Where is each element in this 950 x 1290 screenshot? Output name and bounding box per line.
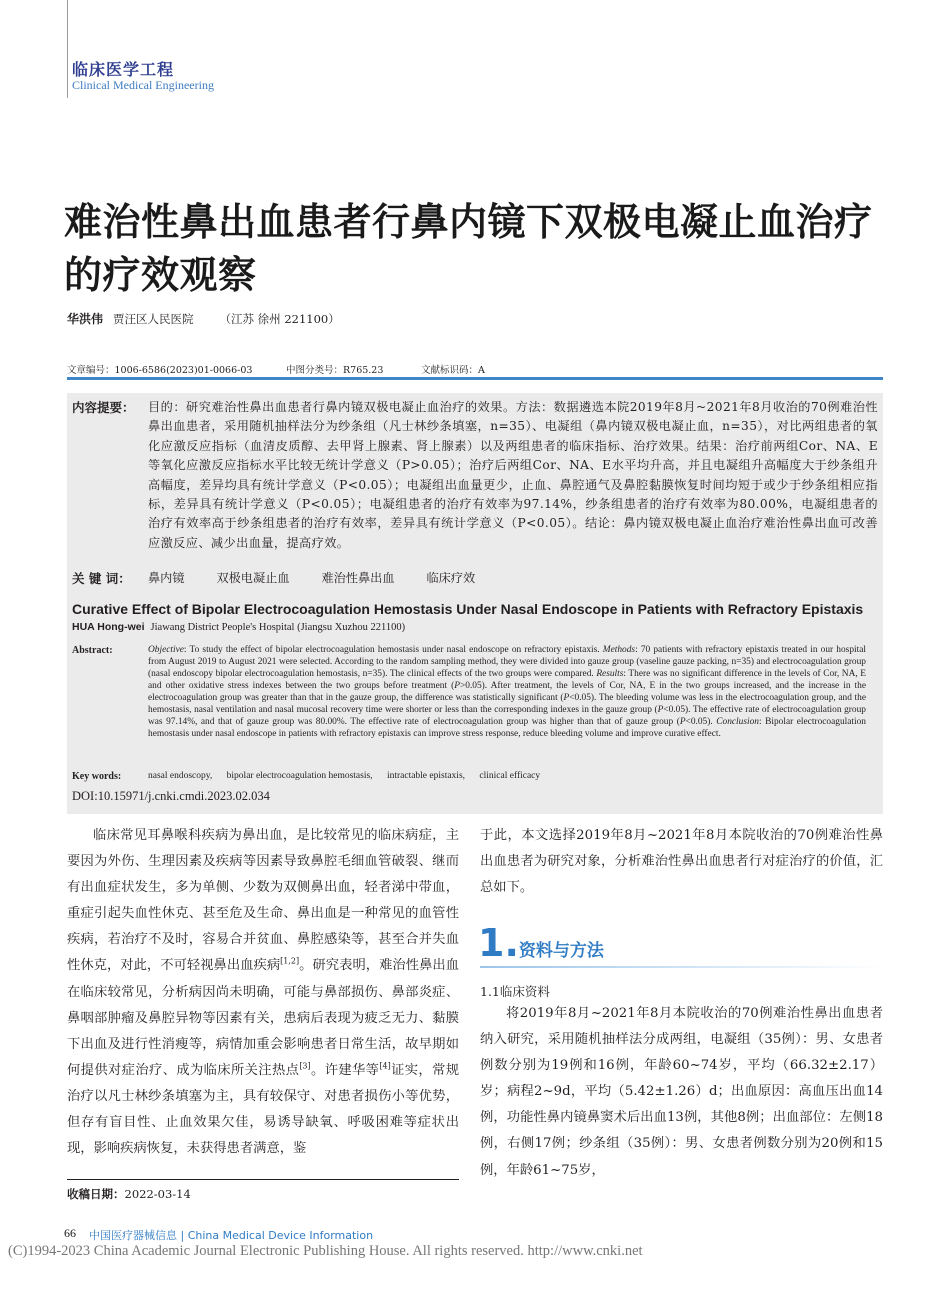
abs-en-text: <0.05). The bleeding volume was less in the electrocoagulation group, and the hemostasis, nasal ventilation and nasal mucosal recovery time were shorter or less than the corresponding indexes in the gauze group ( <box>148 692 867 715</box>
abs-en-text: <0.05). <box>685 716 717 727</box>
body-column-right <box>480 823 883 901</box>
english-title: Curative Effect of Bipolar Electrocoagulation Hemostasis Under Nasal Endoscope in Patients with Refractory Epistaxis <box>72 601 864 617</box>
keywords-cn <box>148 569 503 588</box>
header-divider-line <box>67 0 68 98</box>
body-column-right-lower <box>480 1001 883 1184</box>
citation-ref[interactable]: [3] <box>299 1061 311 1071</box>
abs-en-text: : Bipolar electrocoagulation hemostasis under nasal endoscope in patients with refractory epistaxis can improve stress response, reduce bleeding volume and improve curative effect. <box>148 716 866 739</box>
keyword-cn: 双极电凝止血 <box>216 571 290 585</box>
section-heading-1 <box>478 921 604 965</box>
keywords-cn-label: 关 键 词： <box>72 571 131 586</box>
header-rule <box>67 377 883 380</box>
keywords-en-label: Key words: <box>72 771 122 782</box>
body-paragraph: 于此，本文选择2019年8月~2021年8月本院收治的70例难治性鼻出血患者为研究对象，分析难治性鼻出血患者行对症治疗的价值，汇总如下。 <box>480 828 883 896</box>
abs-en-p: P <box>563 692 570 703</box>
keyword-en: intractable epistaxis, <box>386 771 466 781</box>
body-text: 证实，常规治疗以凡士林纱条填塞为主，具有较保守、对患者损伤小等优势，但存有盲目性、止血效果欠佳，易诱导缺氧、呼吸困难等症状出现，影响疾病恢复，未获得患者满意，鉴 <box>67 1062 460 1157</box>
abs-en-methods: Methods <box>602 645 636 655</box>
received-date <box>67 1186 191 1202</box>
section-heading-rule <box>480 966 883 968</box>
english-author-name: HUA Hong-wei <box>72 621 145 633</box>
body-text: 。许建华等 <box>310 1062 380 1078</box>
author-name: 华洪伟 <box>67 312 104 326</box>
keyword-en: nasal endoscopy, <box>148 771 213 781</box>
page-number: 66 <box>64 1226 76 1240</box>
article-title: 难治性鼻出血患者行鼻内镜下双极电凝止血治疗的疗效观察 <box>64 200 873 297</box>
english-author-line <box>72 621 405 633</box>
abstract-cn-label: 内容提要： <box>72 400 135 415</box>
abs-en-p: P <box>454 680 460 691</box>
keyword-en: clinical efficacy <box>479 771 541 781</box>
body-paragraph: 将2019年8月~2021年8月本院收治的70例难治性鼻出血患者纳入研究，采用随机抽样法分成两组，电凝组（35例）：男、女患者例数分别为19例和16例，年龄60~74岁，平均（66.32±2.17）岁；病程2~9d，平均（5.42±1.26）d；出血原因：高血压出血14例，功能性鼻内镜鼻窦术后出血13例，其他8例；出血部位：左侧18例，右侧17例；纱条组（35例）：男、女患者例数分别为20例和15例，年龄61~75岁， <box>480 1006 883 1178</box>
section-number: 1. <box>478 921 519 965</box>
body-paragraph <box>67 823 459 1162</box>
abstract-cn-text: 目的：研究难治性鼻出血患者行鼻内镜双极电凝止血治疗的效果。方法：数据遴选本院2019年8月~2021年8月收治的70例难治性鼻出血患者，采用随机抽样法分为纱条组（凡士林纱条填塞，n=35）、电凝组（鼻内镜双极电凝止血，n=35），对比两组患者的氧化应激反应指标（血清皮质醇、去甲肾上腺素、肾上腺素）以及两组患者的临床指标、治疗效果。结果：治疗前两组Cor、NA、E等氧化应激反应指标水平比较无统计学意义（P>0.05）；治疗后两组Cor、NA、E水平均升高，并且电凝组升高幅度大于纱条组升高幅度，差异均具有统计学意义（P<0.05）；电凝组出血量更少，止血、鼻腔通气及鼻腔黏膜恢复时间均短于或少于纱条组相应指标，差异具有统计学意义（P<0.05）；电凝组患者的治疗有效率为97.14%，纱条组患者的治疗有效率为80.00%，电凝组患者的治疗有效率高于纱条组患者的治疗有效率，差异具有统计学意义（P<0.05）。结论：鼻内镜双极电凝止血治疗难治性鼻出血可改善应激反应、减少出血量，提高疗效。 <box>148 400 878 550</box>
body-column-left <box>67 823 459 1162</box>
article-number: 文章编号：1006-6586(2023)01-0066-03 <box>67 365 253 376</box>
keyword-cn: 鼻内镜 <box>148 571 185 585</box>
keyword-cn: 难治性鼻出血 <box>321 571 395 585</box>
abs-en-text: >0.05). After treatment, the levels of Cor, NA, E in the two groups increased, and the increase in the electrocoagulation group was greater than that in the gauze group, the difference was statistically significant ( <box>148 680 866 703</box>
journal-name: 中国医疗器械信息 | China Medical Device Information <box>89 1229 374 1242</box>
abstract-en-label: Abstract: <box>72 645 113 656</box>
abs-en-conclusion: Conclusion <box>716 716 759 727</box>
abs-en-p: P <box>679 716 686 727</box>
author-location: （江苏 徐州 221100） <box>219 312 340 326</box>
keyword-en: bipolar electrocoagulation hemostasis, <box>226 771 373 781</box>
author-affiliation: 贾汪区人民医院 <box>113 312 194 326</box>
body-text: 。研究表明，难治性鼻出血在临床较常见，分析病因尚未明确，可能与鼻部损伤、鼻部炎症、鼻咽部肿瘤及鼻腔异物等因素有关，患病后表现为疲乏无力、黏膜下出血及进行性消瘦等，病情加重会影响患者日常生活，故早期如何提供对症治疗、成为临床所关注热点 <box>67 958 460 1078</box>
abstract-en-text <box>148 645 866 741</box>
keywords-en <box>148 771 552 781</box>
citation-ref[interactable]: [1,2] <box>280 957 300 967</box>
cnki-copyright-watermark: (C)1994-2023 China Academic Journal Electronic Publishing House. All rights reserved. http://www.cnki.net <box>8 1243 643 1259</box>
abs-en-results: Results <box>596 668 624 679</box>
subsection-heading: 1.1临床资料 <box>480 984 550 999</box>
abs-en-text: <0.05). The effective rate of electrocoagulation group was 97.14%, and that of gauze group was 80.00%. The effective rate of electrocoagulation group was higher than that of gauze group ( <box>148 704 866 727</box>
section-heading-text: 资料与方法 <box>518 941 604 961</box>
abs-en-text: : To study the effect of bipolar electrocoagulation hemostasis under nasal endoscope on refractory epistaxis. <box>183 645 603 655</box>
received-label: 收稿日期： <box>67 1187 125 1201</box>
doi[interactable]: DOI:10.15971/j.cnki.cmdi.2023.02.034 <box>72 789 270 803</box>
abs-en-text: : There was no significant difference in the levels of Cor, NA, E and other oxidative stress indexes between the two groups before treatment ( <box>148 668 866 691</box>
received-value: 2022-03-14 <box>124 1187 191 1201</box>
document-code: 文献标识码：A <box>421 365 485 376</box>
footnote-rule <box>67 1179 459 1180</box>
body-text: 临床常见耳鼻喉科疾病为鼻出血，是比较常见的临床病症，主要因为外伤、生理因素及疾病等因素导致鼻腔毛细血管破裂、继而有出血症状发生，多为单侧、少数为双侧鼻出血，轻者涕中带血，重症引起失血性休克、甚至危及生命、鼻出血是一种常见的血管性疾病，若治疗不及时，容易合并贫血、鼻腔感染等，甚至合并失血性休克，对此，不可轻视鼻出血疾病 <box>67 828 459 974</box>
section-title-en: Clinical Medical Engineering <box>72 78 214 92</box>
clc-number: 中图分类号：R765.23 <box>286 365 384 376</box>
english-affiliation: Jiawang District People's Hospital (Jiangsu Xuzhou 221100) <box>150 622 406 633</box>
abs-en-p: P <box>657 704 664 715</box>
author-line <box>67 310 340 327</box>
abs-en-text: : 70 patients with refractory epistaxis treated in our hospital from August 2019 to August 2021 were selected. According to the random sampling method, they were divided into gauze group (vaseline gauze packing, n=35) and electrocoagulation group (nasal endoscopy bipolar electrocoagulation hemostasis, n=35). The clinical effects of the two groups were compared. <box>148 645 866 679</box>
keyword-cn: 临床疗效 <box>426 571 476 585</box>
citation-ref[interactable]: [4] <box>379 1061 391 1071</box>
section-title-cn: 临床医学工程 <box>72 60 175 79</box>
abs-en-objective: Objective <box>148 645 184 655</box>
